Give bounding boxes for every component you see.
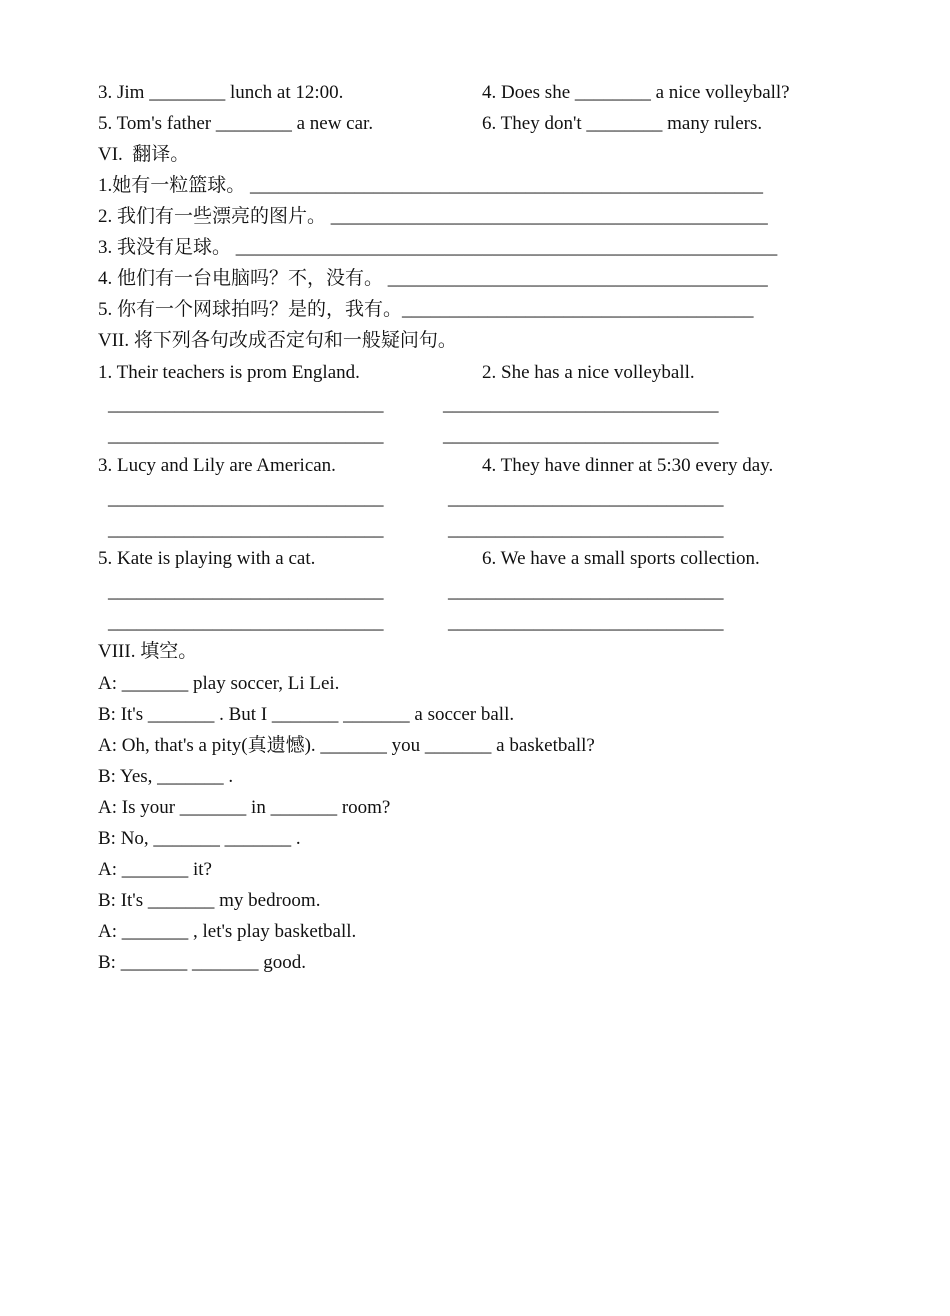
answer-line: _____________________________ bbox=[108, 519, 384, 540]
translation-item-3: 3. 我没有足球。 _________________________________________________________ bbox=[98, 237, 778, 258]
dialog-line: A: _______ it? bbox=[98, 859, 212, 880]
answer-line: _____________________________ bbox=[448, 612, 724, 633]
translation-item-2: 2. 我们有一些漂亮的图片。 ______________________________________________ bbox=[98, 206, 768, 227]
exercise-v-item-6: 6. They don't ________ many rulers. bbox=[482, 113, 763, 134]
rewrite-item-3: 3. Lucy and Lily are American. bbox=[98, 455, 336, 476]
section-vii-heading: VII. 将下列各句改成否定句和一般疑问句。 bbox=[98, 330, 457, 351]
rewrite-item-6: 6. We have a small sports collection. bbox=[482, 548, 760, 569]
answer-line: _____________________________ bbox=[108, 612, 384, 633]
dialog-line: B: It's _______ my bedroom. bbox=[98, 890, 321, 911]
dialog-line: A: _______ play soccer, Li Lei. bbox=[98, 673, 340, 694]
translation-item-4: 4. 他们有一台电脑吗？不，没有。 ________________________________________ bbox=[98, 268, 768, 289]
section-vi-heading: VI. 翻译。 bbox=[98, 144, 190, 165]
dialog-line: B: _______ _______ good. bbox=[98, 952, 306, 973]
dialog-line: A: _______ , let's play basketball. bbox=[98, 921, 357, 942]
rewrite-item-2: 2. She has a nice volleyball. bbox=[482, 362, 695, 383]
translation-item-5: 5. 你有一个网球拍吗？是的，我有。_____________________________________ bbox=[98, 299, 754, 320]
exercise-v-item-3: 3. Jim ________ lunch at 12:00. bbox=[98, 82, 344, 103]
dialog-line: B: Yes, _______ . bbox=[98, 766, 234, 787]
answer-line: _____________________________ bbox=[448, 519, 724, 540]
answer-line: _____________________________ bbox=[448, 581, 724, 602]
answer-line: _____________________________ bbox=[108, 581, 384, 602]
translation-item-1: 1.她有一粒篮球。 ______________________________________________________ bbox=[98, 175, 764, 196]
answer-line: _____________________________ bbox=[443, 394, 719, 415]
answer-line: _____________________________ bbox=[448, 488, 724, 509]
exercise-v-item-5: 5. Tom's father ________ a new car. bbox=[98, 113, 374, 134]
answer-line: _____________________________ bbox=[108, 488, 384, 509]
section-viii-heading: VIII. 填空。 bbox=[98, 641, 198, 662]
rewrite-item-1: 1. Their teachers is prom England. bbox=[98, 362, 360, 383]
answer-line: _____________________________ bbox=[108, 394, 384, 415]
answer-line: _____________________________ bbox=[443, 425, 719, 446]
dialog-line: A: Is your _______ in _______ room? bbox=[98, 797, 391, 818]
rewrite-item-5: 5. Kate is playing with a cat. bbox=[98, 548, 316, 569]
exercise-v-item-4: 4. Does she ________ a nice volleyball? bbox=[482, 82, 790, 103]
dialog-line: A: Oh, that's a pity(真遗憾). _______ you _______ a basketball? bbox=[98, 735, 595, 756]
rewrite-item-4: 4. They have dinner at 5:30 every day. bbox=[482, 455, 774, 476]
dialog-line: B: No, _______ _______ . bbox=[98, 828, 301, 849]
dialog-line: B: It's _______ . But I _______ _______ a soccer ball. bbox=[98, 704, 515, 725]
answer-line: _____________________________ bbox=[108, 425, 384, 446]
